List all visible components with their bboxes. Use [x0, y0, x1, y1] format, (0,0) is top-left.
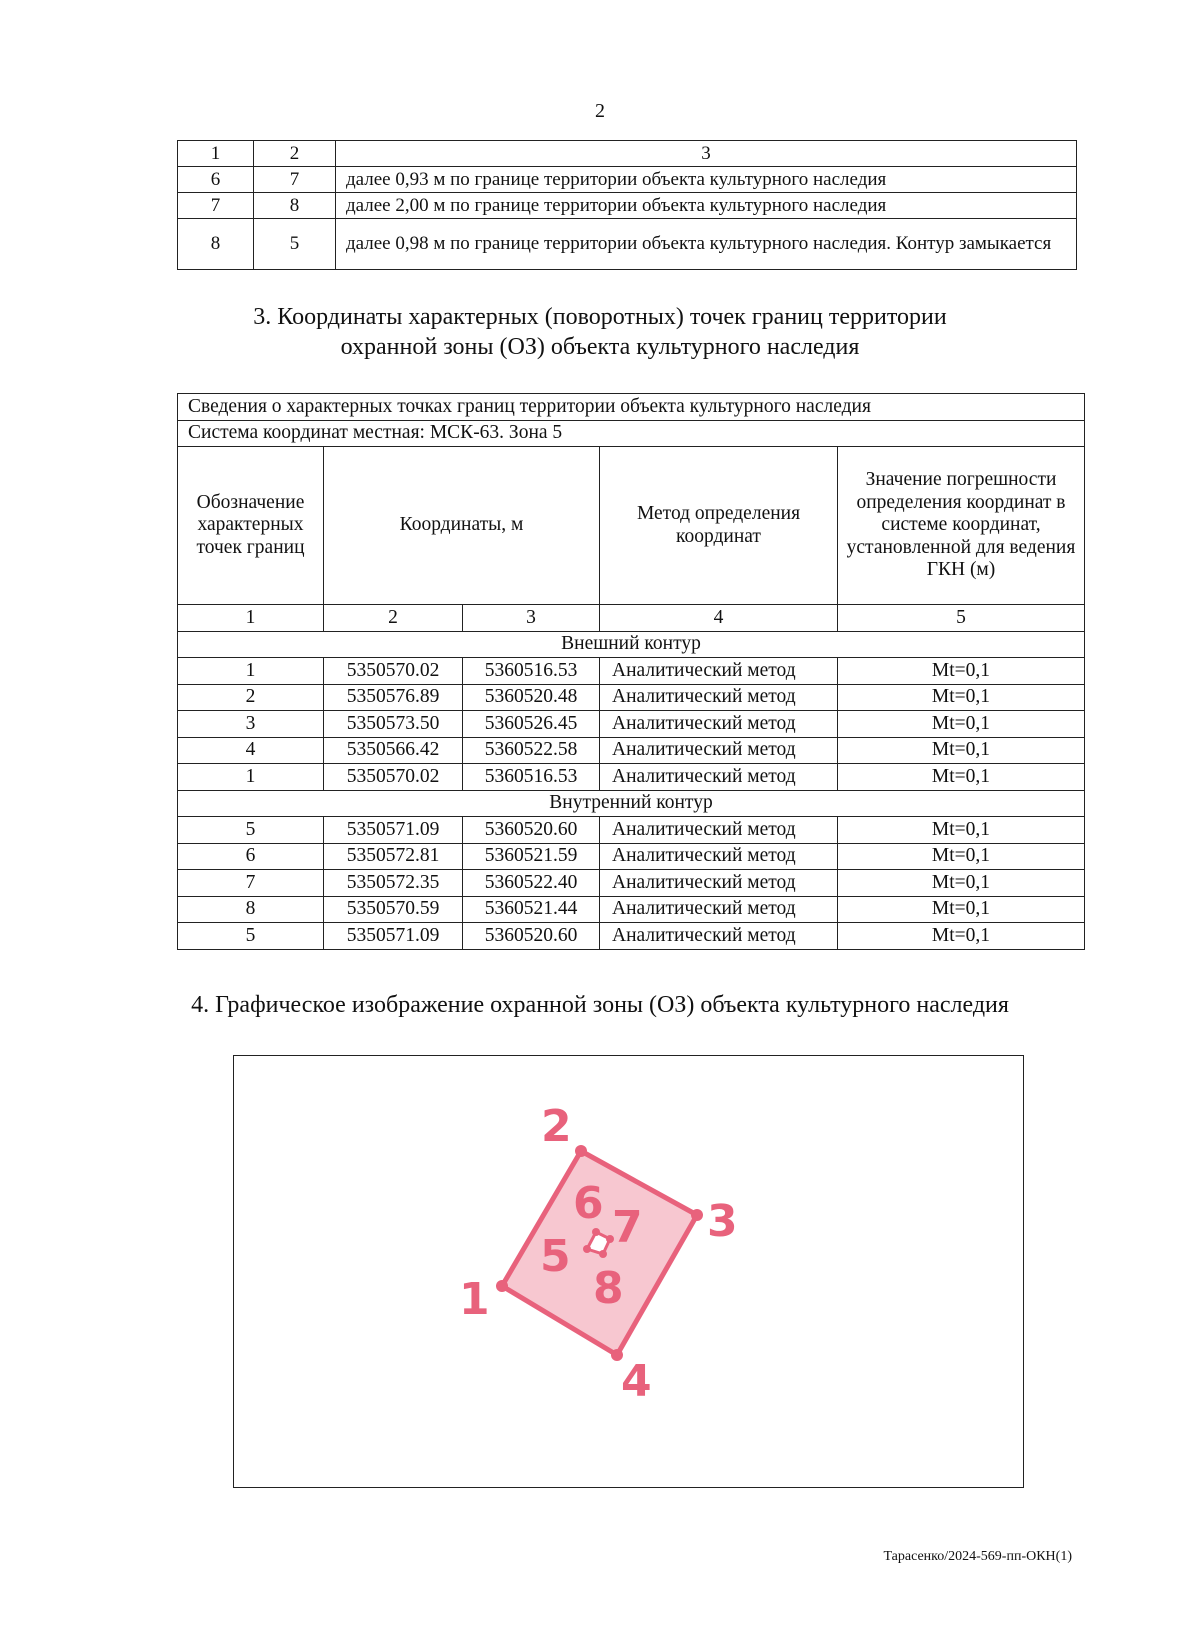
point-label-7: 7: [612, 1202, 643, 1253]
table-row: [178, 193, 1077, 219]
error-cell: Mt=0,1: [838, 870, 1085, 897]
error-cell: Mt=0,1: [838, 764, 1085, 791]
document-footer-reference: Тарасенко/2024-569-пп-ОКН(1): [883, 1549, 1072, 1564]
error-cell: Mt=0,1: [838, 658, 1085, 685]
point-from: 7: [178, 193, 254, 219]
point-id-cell: 2: [178, 684, 324, 711]
table-header-row: [178, 141, 1077, 167]
coord-x-cell: 5350570.02: [324, 764, 463, 791]
table-row: [178, 737, 1085, 764]
point-id-cell: 1: [178, 764, 324, 791]
vertex-marker: [496, 1280, 508, 1292]
error-cell: Mt=0,1: [838, 711, 1085, 738]
method-cell: Аналитический метод: [600, 870, 838, 897]
col-header-method: Метод определения координат: [600, 447, 838, 605]
table-row: [178, 923, 1085, 950]
point-id-cell: 3: [178, 711, 324, 738]
vertex-marker: [592, 1228, 600, 1236]
point-id-cell: 6: [178, 843, 324, 870]
section-3-heading-line2: охранной зоны (ОЗ) объекта культурного наследия: [340, 334, 860, 360]
vertex-marker: [575, 1145, 587, 1157]
coord-x-cell: 5350571.09: [324, 923, 463, 950]
col-header-points: Обозначение характерных точек границ: [178, 447, 324, 605]
header-cell: 3: [336, 141, 1077, 167]
outer-contour-rows: [178, 658, 1085, 791]
error-cell: Mt=0,1: [838, 923, 1085, 950]
table-row: [178, 711, 1085, 738]
segment-description: далее 2,00 м по границе территории объекта культурного наследия: [336, 193, 1077, 219]
inner-contour-rows: [178, 817, 1085, 950]
coord-x-cell: 5350572.81: [324, 843, 463, 870]
vertex-marker: [691, 1209, 703, 1221]
table-row: [178, 764, 1085, 791]
coord-x-cell: 5350566.42: [324, 737, 463, 764]
table-row: [178, 658, 1085, 685]
point-label-5: 5: [540, 1231, 571, 1282]
zone-plan-svg: [234, 1056, 1023, 1487]
outer-contour-label: Внешний контур: [178, 631, 1085, 658]
method-cell: Аналитический метод: [600, 658, 838, 685]
header-cell: 2: [254, 141, 336, 167]
section-4-heading: 4. Графическое изображение охранной зоны (ОЗ) объекта культурного наследия: [191, 992, 1009, 1018]
point-id-cell: 8: [178, 896, 324, 923]
method-cell: Аналитический метод: [600, 923, 838, 950]
column-number-row: [178, 605, 1085, 632]
coordinate-system: Система координат местная: МСК-63. Зона 5: [178, 420, 1085, 447]
coord-x-cell: 5350573.50: [324, 711, 463, 738]
point-from: 8: [178, 219, 254, 270]
error-cell: Mt=0,1: [838, 684, 1085, 711]
method-cell: Аналитический метод: [600, 737, 838, 764]
method-cell: Аналитический метод: [600, 711, 838, 738]
table-row: [178, 896, 1085, 923]
coord-y-cell: 5360522.40: [463, 870, 600, 897]
table-row: [178, 684, 1085, 711]
coord-y-cell: 5360521.59: [463, 843, 600, 870]
point-id-cell: 5: [178, 923, 324, 950]
point-to: 8: [254, 193, 336, 219]
point-label-4: 4: [621, 1356, 652, 1407]
point-label-3: 3: [707, 1196, 738, 1247]
coord-y-cell: 5360522.58: [463, 737, 600, 764]
vertex-marker: [599, 1250, 607, 1258]
error-cell: Mt=0,1: [838, 737, 1085, 764]
point-label-1: 1: [459, 1274, 490, 1325]
zone-plan-drawing: [233, 1055, 1024, 1488]
col-header-coordinates: Координаты, м: [324, 447, 600, 605]
error-cell: Mt=0,1: [838, 843, 1085, 870]
coord-y-cell: 5360520.60: [463, 817, 600, 844]
point-to: 7: [254, 167, 336, 193]
col-header-error: Значение погрешности определения координат в системе координат, установленной для ведения ГКН (м): [838, 447, 1085, 605]
method-cell: Аналитический метод: [600, 817, 838, 844]
point-from: 6: [178, 167, 254, 193]
boundary-description-table: [177, 140, 1077, 270]
table-row: [178, 870, 1085, 897]
section-3-heading-line1: 3. Координаты характерных (поворотных) точек границ территории: [253, 304, 947, 330]
coord-y-cell: 5360520.60: [463, 923, 600, 950]
point-id-cell: 7: [178, 870, 324, 897]
coord-y-cell: 5360521.44: [463, 896, 600, 923]
vertex-marker: [583, 1245, 591, 1253]
coord-y-cell: 5360526.45: [463, 711, 600, 738]
method-cell: Аналитический метод: [600, 684, 838, 711]
coord-x-cell: 5350570.02: [324, 658, 463, 685]
table-row: [178, 843, 1085, 870]
method-cell: Аналитический метод: [600, 843, 838, 870]
column-number: 2: [324, 605, 463, 632]
point-id-cell: 1: [178, 658, 324, 685]
coord-y-cell: 5360516.53: [463, 658, 600, 685]
page-number: 2: [595, 100, 605, 122]
table-row: [178, 167, 1077, 193]
segment-description: далее 0,93 м по границе территории объекта культурного наследия: [336, 167, 1077, 193]
segment-description: далее 0,98 м по границе территории объекта культурного наследия. Контур замыкается: [336, 219, 1077, 270]
coord-x-cell: 5350576.89: [324, 684, 463, 711]
column-number: 1: [178, 605, 324, 632]
column-number: 5: [838, 605, 1085, 632]
coord-y-cell: 5360520.48: [463, 684, 600, 711]
table-row: [178, 817, 1085, 844]
coordinates-table: [177, 393, 1085, 950]
point-id-cell: 5: [178, 817, 324, 844]
column-number: 3: [463, 605, 600, 632]
error-cell: Mt=0,1: [838, 817, 1085, 844]
header-cell: 1: [178, 141, 254, 167]
point-label-6: 6: [573, 1178, 604, 1229]
coord-y-cell: 5360516.53: [463, 764, 600, 791]
error-cell: Mt=0,1: [838, 896, 1085, 923]
coord-x-cell: 5350571.09: [324, 817, 463, 844]
method-cell: Аналитический метод: [600, 896, 838, 923]
point-label-2: 2: [541, 1101, 572, 1152]
column-number: 4: [600, 605, 838, 632]
point-id-cell: 4: [178, 737, 324, 764]
inner-contour-label: Внутренний контур: [178, 790, 1085, 817]
method-cell: Аналитический метод: [600, 764, 838, 791]
point-to: 5: [254, 219, 336, 270]
coord-x-cell: 5350572.35: [324, 870, 463, 897]
point-label-8: 8: [593, 1263, 624, 1314]
table-row: [178, 219, 1077, 270]
table-info-title: Сведения о характерных точках границ территории объекта культурного наследия: [178, 394, 1085, 421]
coord-x-cell: 5350570.59: [324, 896, 463, 923]
